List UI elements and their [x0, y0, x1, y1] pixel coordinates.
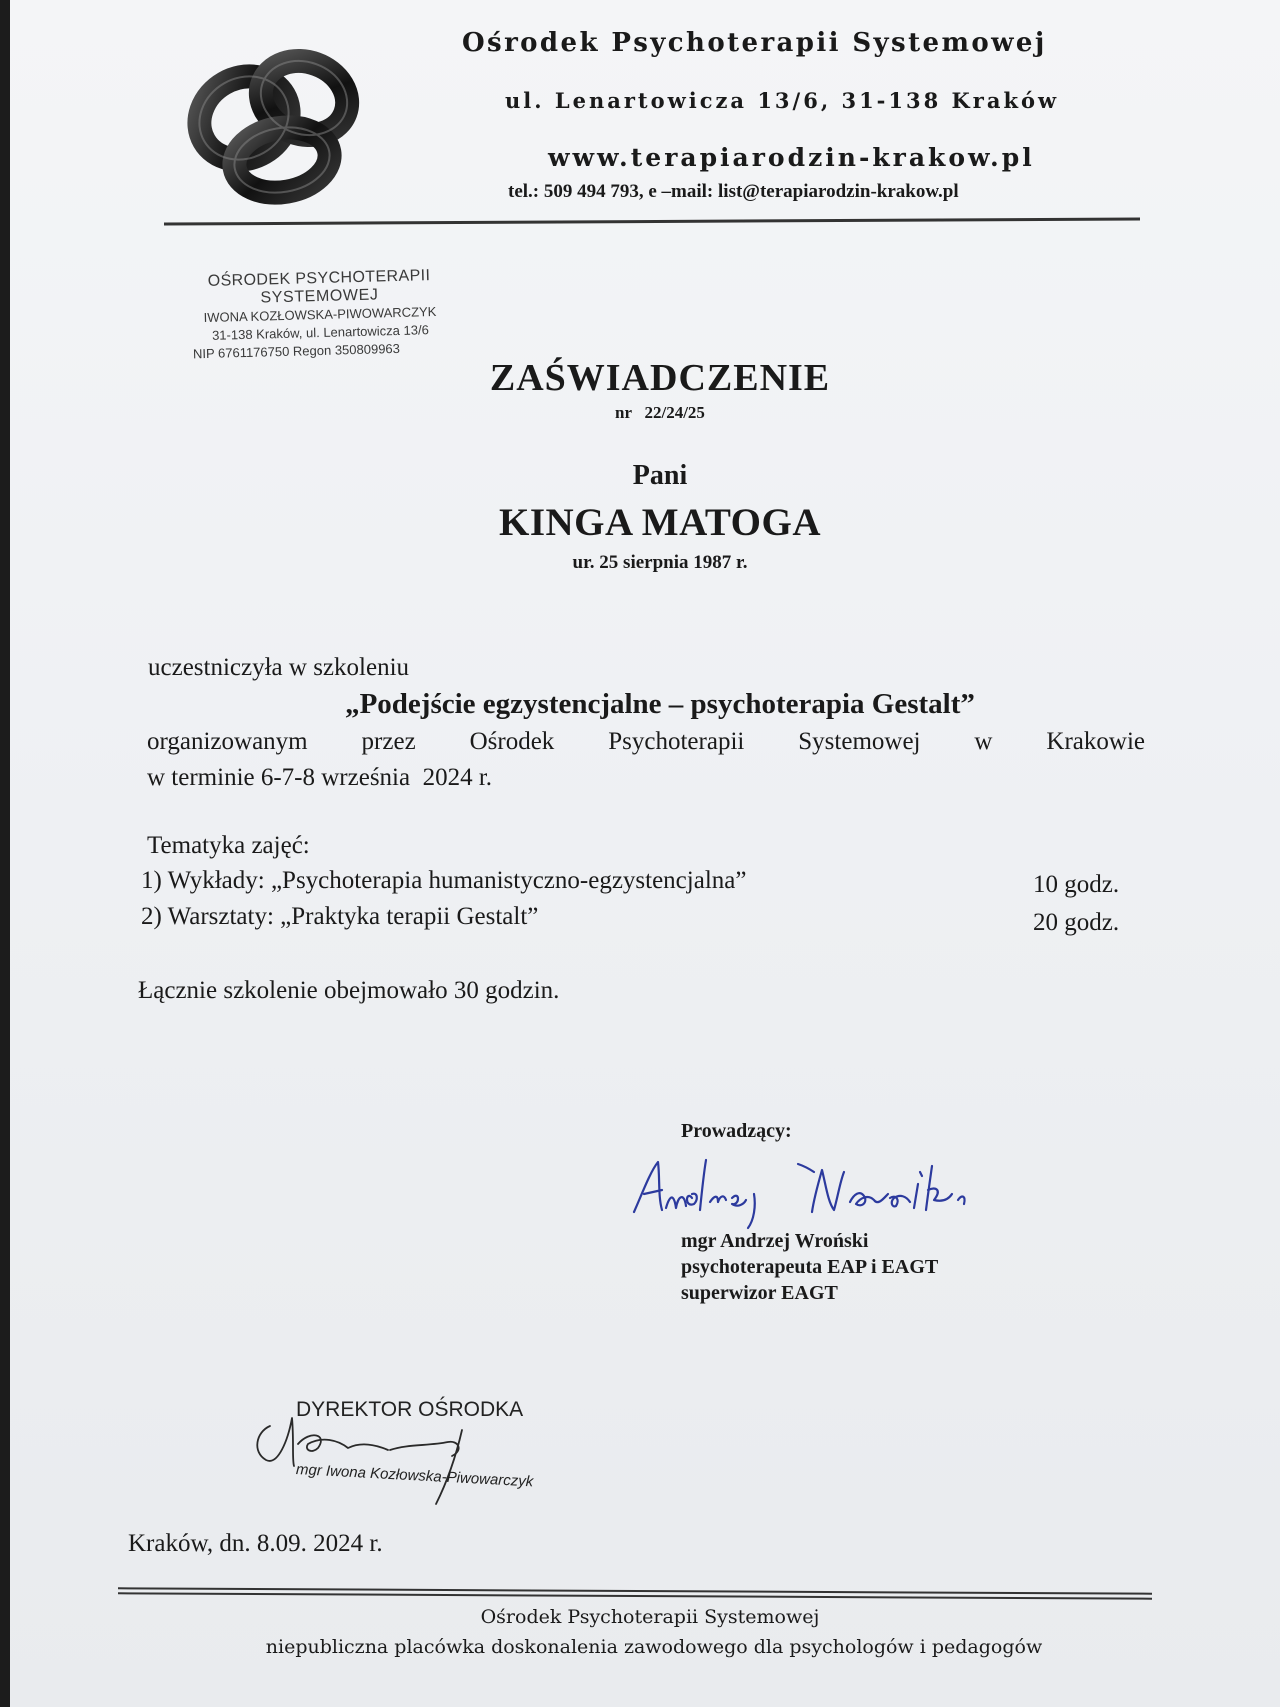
stamp-line: OŚRODEK PSYCHOTERAPII	[207, 267, 431, 290]
place-and-date: Kraków, dn. 8.09. 2024 r.	[128, 1530, 383, 1557]
signatory-name: mgr Andrzej Wroński	[681, 1230, 869, 1252]
stamp-line: IWONA KOZŁOWSKA-PIWOWARCZYK	[203, 303, 437, 326]
stamp-line: SYSTEMOWEJ	[260, 286, 379, 307]
total-hours-text: Łącznie szkolenie obejmowało 30 godzin.	[138, 977, 560, 1004]
knot-logo-icon	[182, 38, 372, 214]
organization-stamp	[179, 266, 461, 363]
header-website: www.terapiarodzin-krakow.pl	[548, 143, 1035, 172]
topics-heading: Tematyka zajęć:	[147, 832, 310, 859]
certificate-number: nr 22/24/25	[615, 403, 705, 422]
topic-hours: 10 godz.	[1033, 871, 1120, 898]
header-contact: tel.: 509 494 793, e –mail: list@terapiarodzin-krakow.pl	[508, 181, 959, 202]
certificate-title: ZAŚWIADCZENIE	[489, 357, 831, 399]
recipient-name: KINGA MATOGA	[499, 501, 821, 544]
stamp-line: NIP 6761176750 Regon 350809963	[192, 340, 401, 362]
header-address: ul. Lenartowicza 13/6, 31-138 Kraków	[505, 88, 1060, 113]
organizer-text: organizowanym przez Ośrodek Psychoterapii Systemowej w Krakowie	[147, 728, 1145, 755]
director-name: mgr Iwona Kozłowska-Piwowarczyk	[295, 1461, 534, 1491]
birth-date: ur. 25 sierpnia 1987 r.	[572, 552, 748, 573]
course-title: „Podejście egzystencjalne – psychoterapia Gestalt”	[345, 688, 975, 720]
topic-item: 1) Wykłady: „Psychoterapia humanistyczno-egzystencjalna”	[141, 867, 747, 894]
handwritten-signature-director	[248, 1400, 528, 1510]
signatory-role: superwizor EAGT	[681, 1282, 838, 1304]
footer-description: niepubliczna placówka doskonalenia zawodowego dla psychologów i pedagogów	[265, 1636, 1043, 1658]
stamp-line: 31-138 Kraków, ul. Lenartowicza 13/6	[211, 322, 430, 343]
director-label: DYREKTOR OŚRODKA	[296, 1398, 524, 1421]
term-text: w terminie 6-7-8 września 2024 r.	[147, 764, 493, 791]
topic-item: 2) Warsztaty: „Praktyka terapii Gestalt”	[141, 903, 539, 930]
footer-org-name: Ośrodek Psychoterapii Systemowej	[480, 1606, 820, 1628]
signatory-heading: Prowadzący:	[681, 1120, 792, 1142]
header-org-name: Ośrodek Psychoterapii Systemowej	[462, 28, 1047, 58]
participation-text: uczestniczyła w szkoleniu	[148, 654, 410, 681]
topic-hours: 20 godz.	[1033, 909, 1120, 936]
signatory-role: psychoterapeuta EAP i EAGT	[681, 1256, 939, 1278]
handwritten-signature-wronski	[628, 1150, 1028, 1230]
salutation: Pani	[632, 460, 688, 491]
